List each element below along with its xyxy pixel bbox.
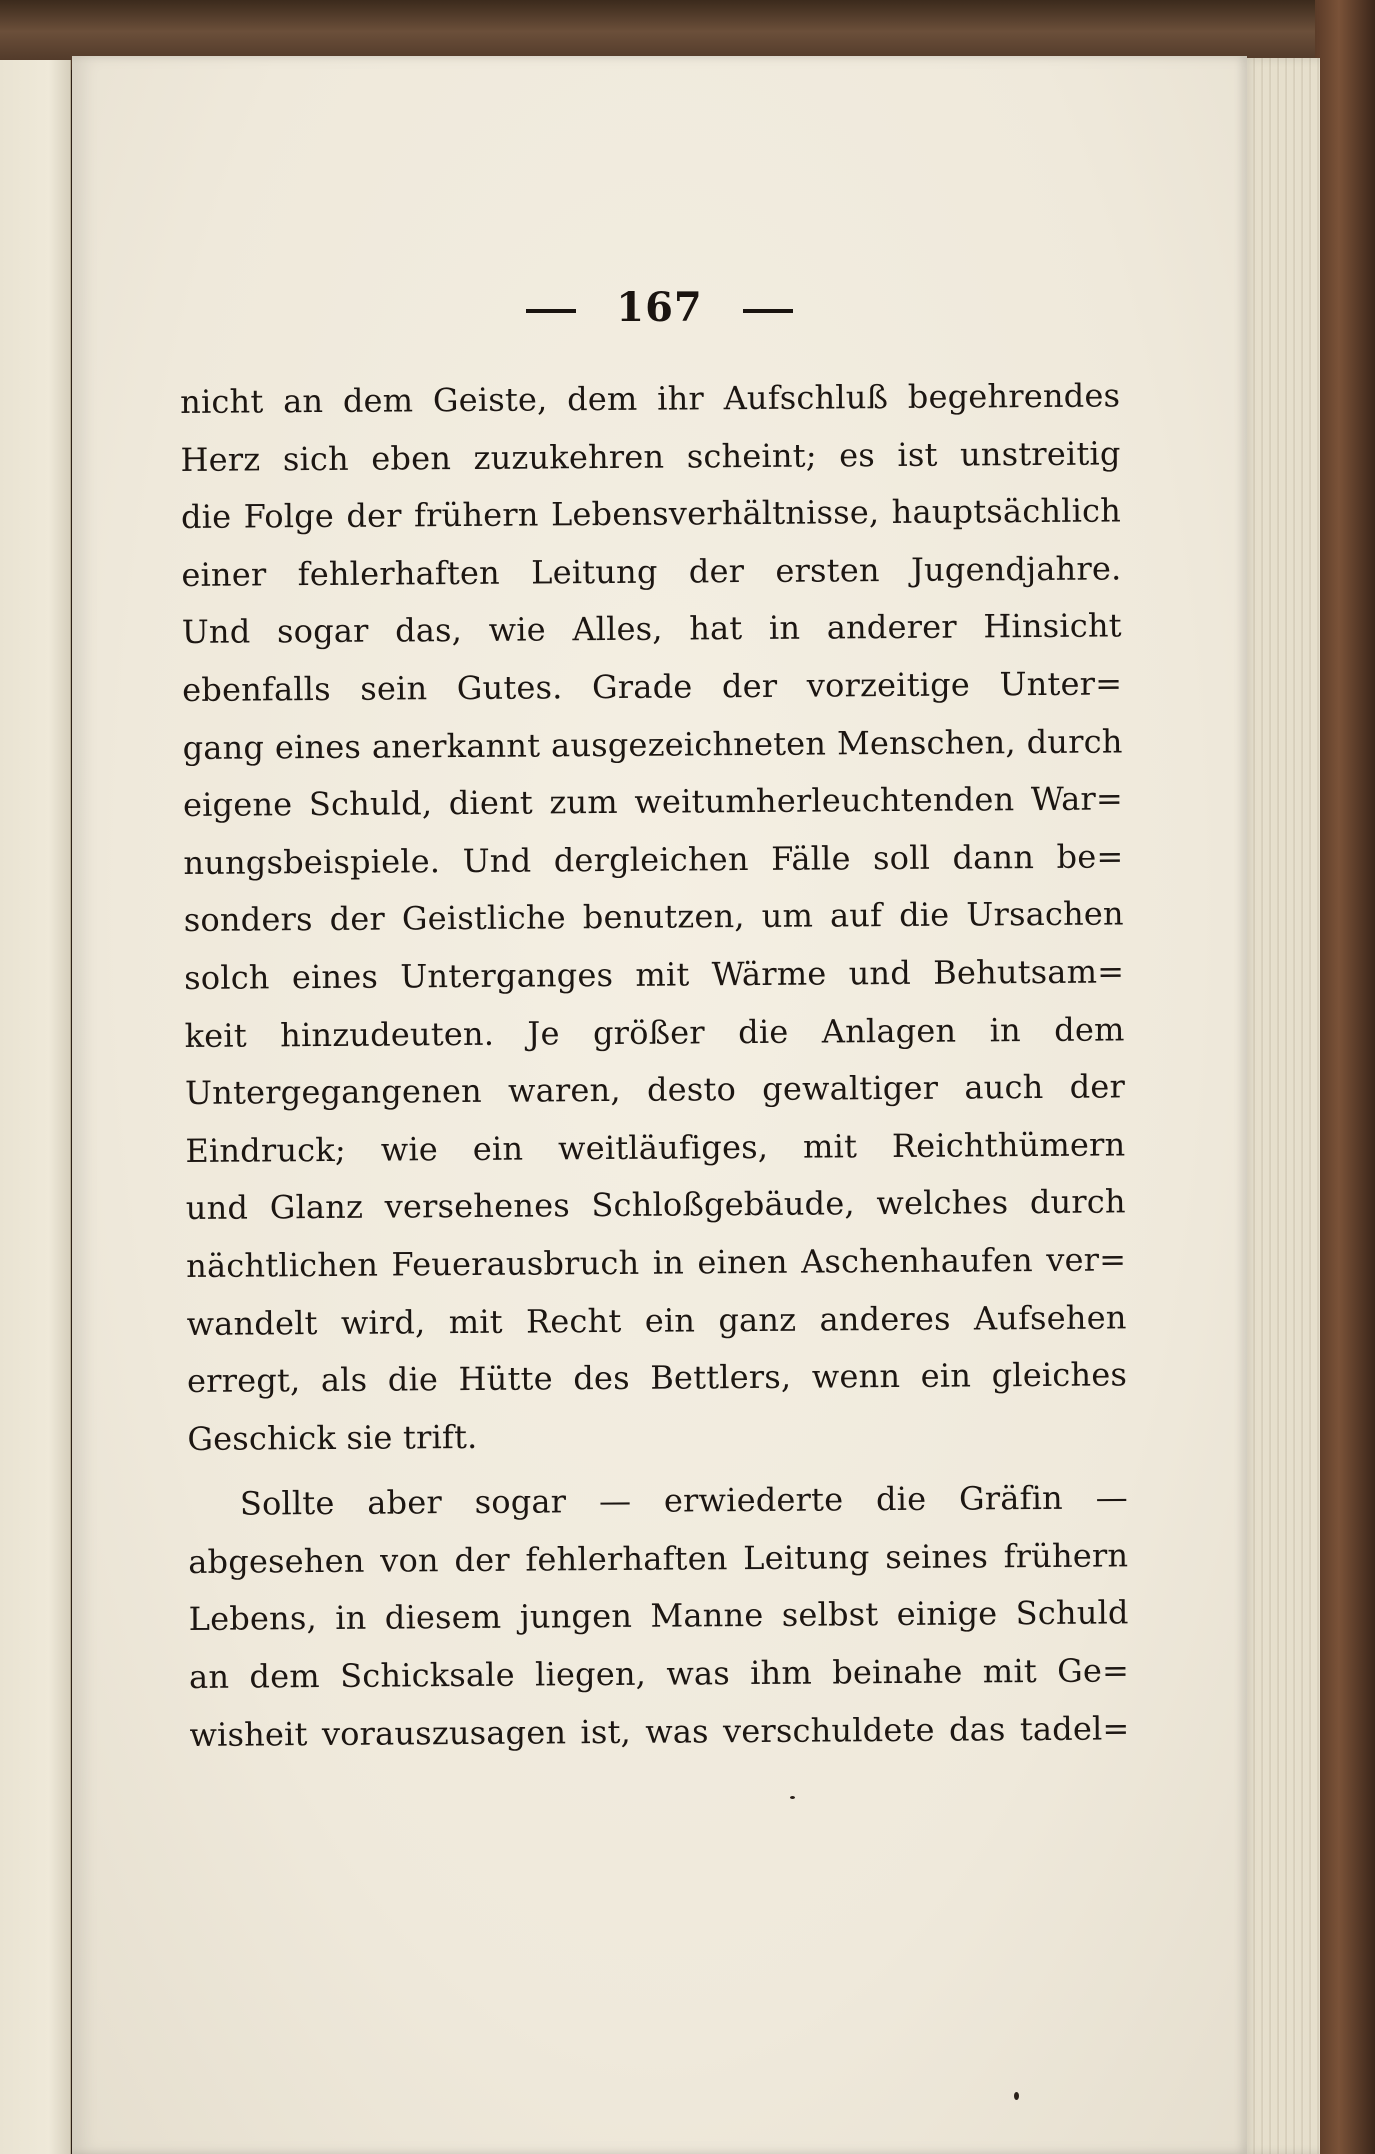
text-line: die Folge der frühern Lebensverhältnisse, hauptsächlich <box>180 491 1122 537</box>
text-line: Eindruck; wie ein weitläufiges, mit Reichthümern <box>185 1125 1126 1170</box>
text-line: solch eines Unterganges mit Wärme und Behutsam= <box>184 952 1125 997</box>
paragraph-2 <box>188 1470 1130 1765</box>
text-line: Lebens, in diesem jungen Manne selbst einige Schuld <box>188 1593 1129 1639</box>
text-line: wandelt wird, mit Recht ein ganz anderes Aufsehen <box>186 1297 1127 1343</box>
page-number: 167 <box>616 284 703 331</box>
text-line: und Glanz versehenes Schloßgebäude, welches durch <box>185 1182 1126 1228</box>
ink-speck <box>790 1796 795 1799</box>
text-line: Untergegangenen waren, desto gewaltiger auch der <box>184 1067 1126 1113</box>
text-line: nicht an dem Geiste, dem ihr Aufschluß begehrendes <box>180 376 1121 421</box>
text-line: Herz sich eben zuzukehren scheint; es ist unstreitig <box>180 434 1121 479</box>
text-line: ebenfalls sein Gutes. Grade der vorzeitige Unter= <box>182 664 1123 709</box>
text-line: an dem Schicksale liegen, was ihm beinahe mit Ge= <box>188 1651 1130 1697</box>
left-page-edge <box>0 60 71 2154</box>
ink-speck <box>1014 2092 1019 2100</box>
text-line: Und sogar das, wie Alles, hat in anderer Hinsicht <box>181 606 1122 652</box>
page-number-header <box>72 284 1247 331</box>
text-line: keit hinzudeuten. Je größer die Anlagen in dem <box>184 1009 1125 1055</box>
text-line: Geschick sie trift. <box>187 1417 478 1458</box>
text-line: sonders der Geistliche benutzen, um auf die Ursachen <box>183 894 1124 940</box>
text-line: nächtlichen Feuerausbruch in einen Aschenhaufen ver= <box>186 1240 1127 1285</box>
text-line: Sollte aber sogar — erwiederte die Gräfin — <box>239 1478 1129 1523</box>
body-text <box>180 367 1130 1764</box>
paragraph-1 <box>180 367 1128 1468</box>
text-line: nungsbeispiele. Und dergleichen Fälle soll dann be= <box>183 837 1124 882</box>
text-line: einer fehlerhaften Leitung der ersten Jugendjahre. <box>181 549 1122 594</box>
book-page <box>72 56 1247 2154</box>
right-dash <box>743 309 793 313</box>
page-stack-edge <box>1240 58 1320 2154</box>
text-line: erregt, als die Hütte des Bettlers, wenn ein gleiches <box>186 1355 1128 1401</box>
text-line: gang eines anerkannt ausgezeichneten Menschen, durch <box>182 721 1123 767</box>
text-line: wisheit vorauszusagen ist, was verschuldete das tadel= <box>189 1709 1130 1754</box>
text-line: abgesehen von der fehlerhaften Leitung seines frühern <box>188 1536 1129 1581</box>
text-line: eigene Schuld, dient zum weitumherleuchtenden War= <box>182 779 1124 825</box>
left-dash <box>526 309 576 313</box>
book-cover-right-edge <box>1315 0 1375 2154</box>
